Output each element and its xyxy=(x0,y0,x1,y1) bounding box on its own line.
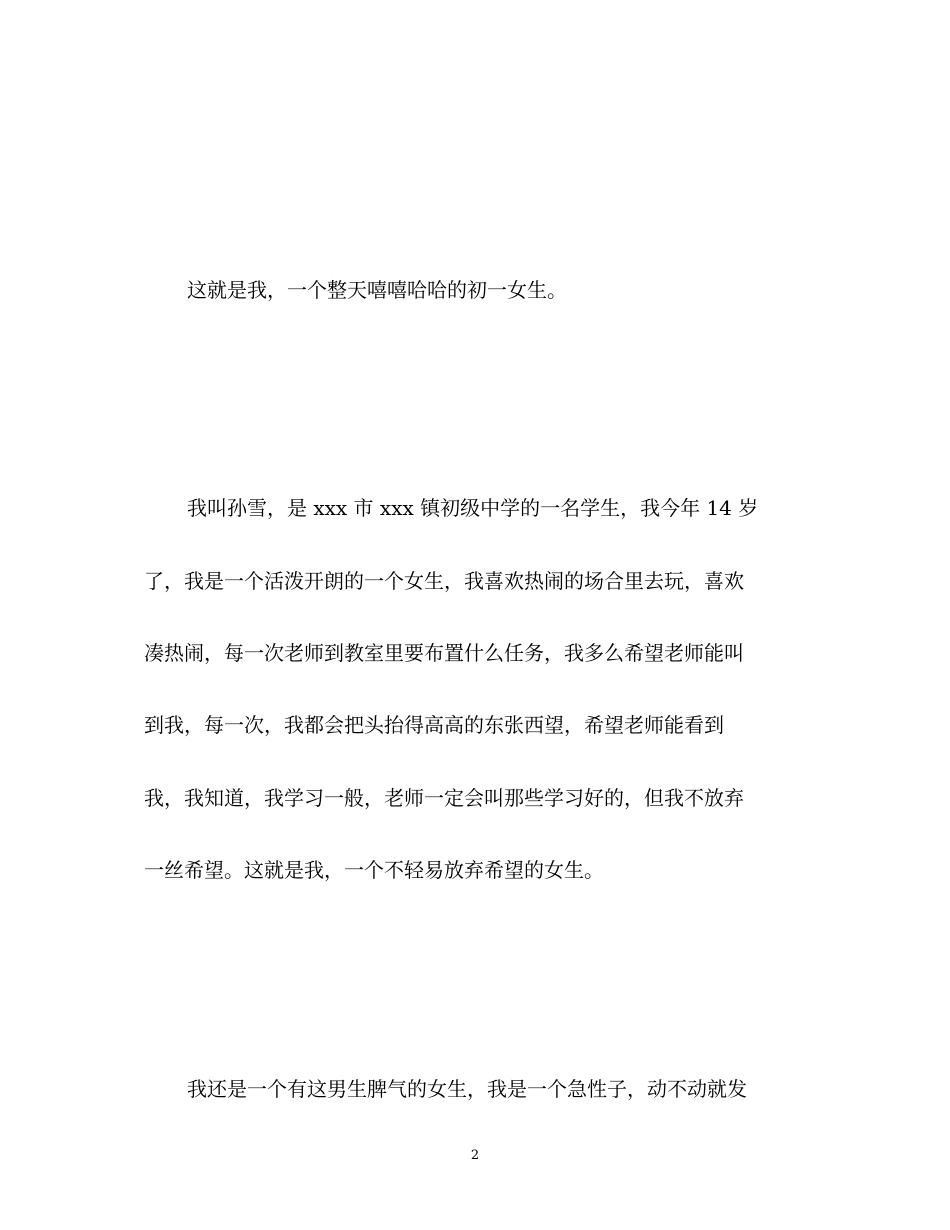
paragraph-2-line-6: 一丝希望。这就是我，一个不轻易放弃希望的女生。 xyxy=(144,858,604,882)
paragraph-2-line-4: 到我，每一次，我都会把头抬得高高的东张西望，希望老师能看到 xyxy=(144,713,724,737)
paragraph-1-line-1: 这就是我，一个整天嘻嘻哈哈的初一女生。 xyxy=(187,278,567,302)
paragraph-2-line-1: 我叫孙雪，是 xxx 市 xxx 镇初级中学的一名学生，我今年 14 岁 xyxy=(187,496,759,520)
paragraph-3-line-1: 我还是一个有这男生脾气的女生，我是一个急性子，动不动就发 xyxy=(187,1077,747,1101)
paragraph-2-line-3: 凑热闹，每一次老师到教室里要布置什么任务，我多么希望老师能叫 xyxy=(144,641,744,665)
paragraph-2-line-2: 了，我是一个活泼开朗的一个女生，我喜欢热闹的场合里去玩，喜欢 xyxy=(144,569,744,593)
paragraph-2-line-5: 我，我知道，我学习一般，老师一定会叫那些学习好的，但我不放弃 xyxy=(144,786,744,810)
page-number: 2 xyxy=(470,1148,480,1163)
